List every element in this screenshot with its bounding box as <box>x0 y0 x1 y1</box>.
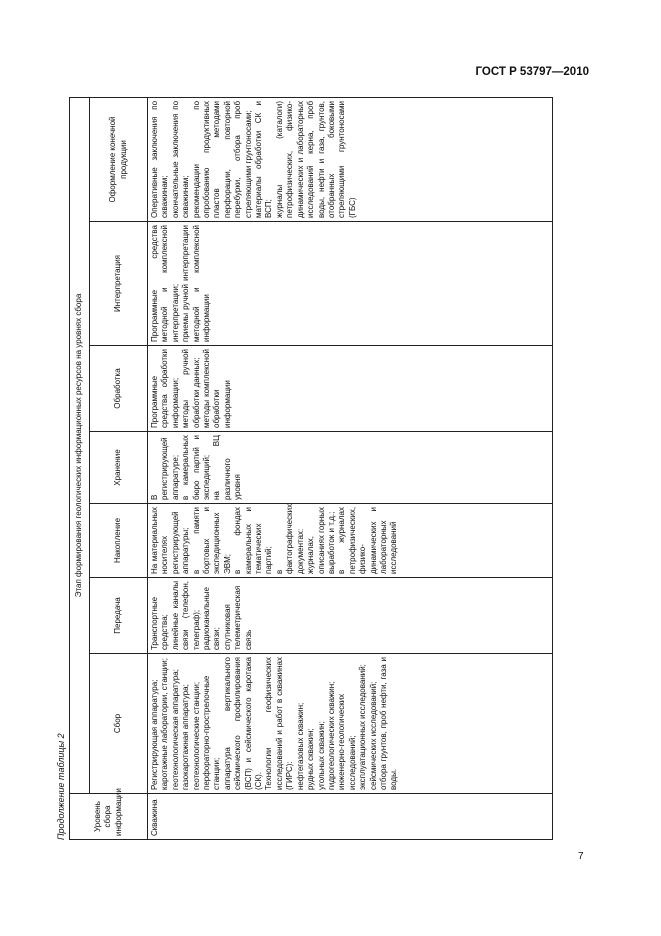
column-header: Накопление <box>90 504 148 578</box>
cell-item: каротажные лаборатории, станции; <box>160 658 170 790</box>
cell-item: На материальных носителях регистрирующей аппаратуры; <box>150 507 191 574</box>
cell-item: рекомендации по опробованию продуктивных пластов методами перфорации, повторной перебурки, отбора проб стреляющими грунтоносами; <box>191 100 253 218</box>
cell-item: Программные средства методной и комплексной интерпретации; <box>150 225 180 342</box>
level-header: Уровень сбора информации <box>70 794 148 840</box>
header-row-1 <box>70 97 90 839</box>
table-cell <box>148 654 553 794</box>
header-row-2 <box>90 97 148 839</box>
cell-item: Регистрирующая аппаратура; <box>150 679 159 790</box>
table-cell <box>148 432 553 504</box>
cell-item: в журналах петрофизических, физико-динамических и лабораторных исследований <box>337 506 399 574</box>
cell-item: гидрогеологических скважин; <box>326 681 336 790</box>
cell-item: Программные средства обработки информации; <box>150 349 180 428</box>
cell-item: перфораторно-прострелочные станции; <box>202 675 222 790</box>
cell-item: методы ручной обработки данных; <box>181 349 201 428</box>
landscape-page <box>56 88 585 848</box>
cell-item: инженерно-геологических исследований; <box>337 693 357 790</box>
level-cell: Скважина <box>148 794 553 840</box>
cell-item: Технологии геофизических исследований и работ в скважинах (ГИРС): <box>264 657 295 790</box>
cell-item: методы комплексной обработки информации <box>202 349 232 428</box>
table-cell <box>148 504 553 578</box>
table-row <box>148 97 553 839</box>
cell-item: Оперативные заключения по скважинам; <box>150 100 170 218</box>
column-header: Обработка <box>90 346 148 432</box>
cell-item: в фактографических документах: журналах, описаниях горных выработок и т.д.; <box>274 503 336 574</box>
rotated-table-area <box>56 88 585 848</box>
table-cell <box>148 578 553 654</box>
cell-item: аппаратура вертикального сейсмического профилирования (ВСП) и сейсмического каротажа (СК). <box>222 657 264 790</box>
cell-item: угольных скважин; <box>316 721 326 790</box>
column-header: Оформление конечной продукции <box>90 97 148 221</box>
cell-item: Транспортные средства; <box>150 596 170 650</box>
column-header: Хранение <box>90 432 148 504</box>
cell-item: геотехнологическая аппаратура; <box>170 669 180 790</box>
cell-item: нефтегазовых скважин; <box>295 702 305 790</box>
column-header: Интерпретация <box>90 222 148 346</box>
column-header: Передача <box>90 578 148 654</box>
cell-item: приемы ручной интерпретации методной и комплексной информации <box>181 225 212 342</box>
stages-header: Этап формирования геологических информационных ресурсов на уровнях сбора <box>70 97 90 793</box>
table-cell <box>148 346 553 432</box>
cell-item: В регистрирующей аппаратуре; <box>150 437 180 500</box>
cell-item: в камеральных бюро партий и экспедиций; <box>181 435 212 500</box>
cell-item: отбора грунтов, проб нефти, газа и воды. <box>378 657 399 790</box>
cell-item: газокаротажная аппаратура; <box>181 684 191 790</box>
cell-item: рудных скважин; <box>306 728 316 790</box>
cell-item: эксплуатационных исследований; <box>358 664 368 790</box>
table-cell <box>148 97 553 221</box>
document-code: ГОСТ Р 53797—2010 <box>475 66 589 78</box>
cell-item: в памяти бортовых и экспедиционных ЭВМ; <box>191 507 232 574</box>
info-resources-table <box>69 97 553 840</box>
cell-item: спутниковая телеметрическая связь <box>222 585 253 650</box>
cell-item: окончательные заключения по скважинам; <box>170 100 191 218</box>
table-caption: Продолжение таблицы 2 <box>56 733 66 840</box>
cell-item: на ВЦ различного уровня <box>212 435 243 500</box>
cell-item: линейные каналы связи (телефон, телеграф); <box>170 581 201 650</box>
page-number: 7 <box>578 851 584 862</box>
cell-item: журналы (каталоги) петрофизических, физико-динамических и лабораторных исследований керна, проб воды, нефти и газа, грунтов, отобранных боковыми стреляющими грунтоносами (ГБС) <box>274 100 357 218</box>
cell-item: в фондах камеральных и тематических партий; <box>233 507 274 574</box>
cell-item: радиоканальные связи; <box>202 587 222 650</box>
cell-item: геотехнологические станции; <box>191 681 201 790</box>
table-cell <box>148 222 553 346</box>
column-header: Сбор <box>90 654 148 794</box>
cell-item: материалы обработки СК и ВСП; <box>254 100 274 218</box>
cell-item: сейсмических исследований; <box>368 681 378 790</box>
